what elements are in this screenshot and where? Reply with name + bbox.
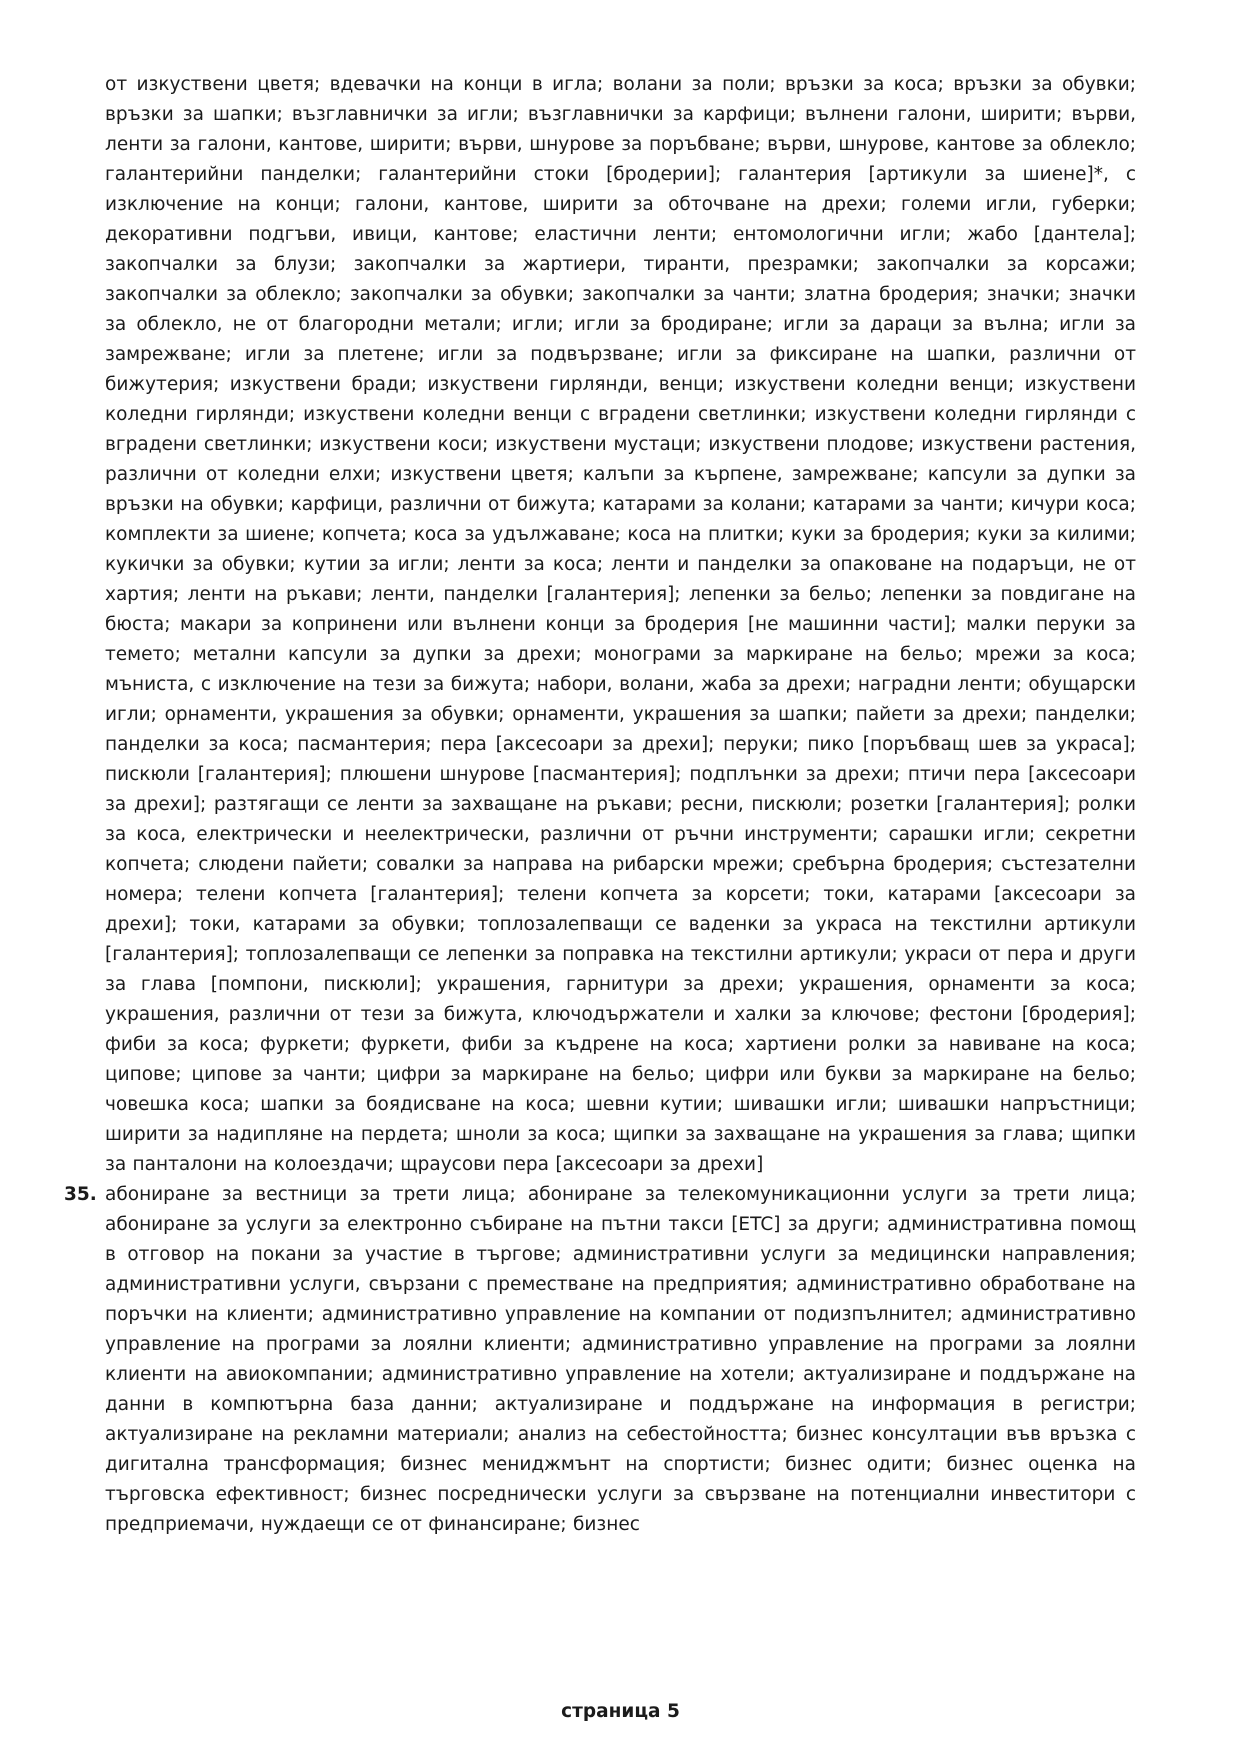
page-footer <box>105 1699 1136 1725</box>
list-item-35 <box>64 1180 1136 1540</box>
goods-list-continuation: от изкуствени цветя; вдевачки на конци в игла; волани за поли; връзки за коса; връзки за обувки; връзки за шапки; възглавнички за игли; възглавнички за карфици; вълнени галони, ширити; върви, ленти за галони, кантове, ширити; върви, шнурове за поръбване; върви, шнурове, кантове за облекло; галантерийни панделки; галантерийни стоки [бродерии]; галантерия [артикули за шиене]*, с изключение на конци; галони, кантове, ширити за обточване на дрехи; големи игли, губерки; декоративни подгъви, ивици, кантове; еластични ленти; ентомологични игли; жабо [дантела]; закопчалки за блузи; закопчалки за жартиери, тиранти, презрамки; закопчалки за корсажи; закопчалки за облекло; закопчалки за обувки; закопчалки за чанти; златна бродерия; значки; значки за облекло, не от благородни метали; игли; игли за бродиране; игли за дараци за вълна; игли за замрежване; игли за плетене; игли за подвързване; игли за фиксиране на шапки, различни от бижутерия; изкуствени бради; изкуствени гирлянди, венци; изкуствени коледни венци; изкуствени коледни гирлянди; изкуствени коледни венци с вградени светлинки; изкуствени коледни гирлянди с вградени светлинки; изкуствени коси; изкуствени мустаци; изкуствени плодове; изкуствени растения, различни от коледни елхи; изкуствени цветя; калъпи за кърпене, замрежване; капсули за дупки за връзки на обувки; карфици, различни от бижута; катарами за колани; катарами за чанти; кичури коса; комплекти за шиене; копчета; коса за удължаване; коса на плитки; куки за бродерия; куки за килими; кукички за обувки; кутии за игли; ленти за коса; ленти и панделки за опаковане на подаръци, не от хартия; ленти на ръкави; ленти, панделки [галантерия]; лепенки за бельо; лепенки за повдигане на бюста; макари за копринени или вълнени конци за бродерия [не машинни части]; малки перуки за темето; метални капсули за дупки за дрехи; монограми за маркиране на бельо; мрежи за коса; мъниста, с изключение на тези за бижута; набори, волани, жаба за дрехи; наградни ленти; обущарски игли; орнаменти, украшения за обувки; орнаменти, украшения за шапки; пайети за дрехи; панделки; панделки за коса; пасмантерия; пера [аксесоари за дрехи]; перуки; пико [поръбващ шев за украса]; пискюли [галантерия]; плюшени шнурове [пасмантерия]; подплънки за дрехи; птичи пера [аксесоари за дрехи]; разтягащи се ленти за захващане на ръкави; ресни, пискюли; розетки [галантерия]; ролки за коса, електрически и неелектрически, различни от ръчни инструменти; сарашки игли; секретни копчета; слюдени пайети; совалки за направа на рибарски мрежи; сребърна бродерия; състезателни номера; телени копчета [галантерия]; телени копчета за корсети; токи, катарами [аксесоари за дрехи]; токи, катарами за обувки; топлозалепващи се ваденки за украса на текстилни артикули [галантерия]; топлозалепващи се лепенки за поправка на текстилни артикули; украси от пера и други за глава [помпони, пискюли]; украшения, гарнитури за дрехи; украшения, орнаменти за коса; украшения, различни от тези за бижута, ключодържатели и халки за ключове; фестони [бродерия]; фиби за коса; фуркети; фуркети, фиби за къдрене на коса; хартиени ролки за навиване на коса; ципове; ципове за чанти; цифри за маркиране на бельо; цифри или букви за маркиране на бельо; човешка коса; шапки за боядисване на коса; шевни кутии; шивашки игли; шивашки напръстници; ширити за надипляне на пердета; шноли за коса; щипки за захващане на украшения за глава; щипки за панталони на колоездачи; щраусови пера [аксесоари за дрехи] <box>105 74 1136 1175</box>
page-content <box>64 70 1136 1540</box>
services-list-class-35: абониране за вестници за трети лица; абониране за телекомуникационни услуги за трети лица; абониране за услуги за електронно събиране на пътни такси [ETC] за други; административна помощ в отговор на покани за участие в търгове; административни услуги за медицински направления; административни услуги, свързани с преместване на предприятия; административно обработване на поръчки на клиенти; административно управление на компании от подизпълнител; административно управление на програми за лоялни клиенти; административно управление на програми за лоялни клиенти на авиокомпании; административно управление на хотели; актуализиране и поддържане на данни в компютърна база данни; актуализиране и поддържане на информация в регистри; актуализиране на рекламни материали; анализ на себестойността; бизнес консултации във връзка с дигитална трансформация; бизнес мениджмънт на спортисти; бизнес одити; бизнес оценка на търговска ефективност; бизнес посреднически услуги за свързване на потенциални инвеститори с предприемачи, нуждаещи се от финансиране; бизнес <box>105 1184 1136 1535</box>
item-35-number: 35. <box>64 1184 97 1205</box>
page-number-label: страница 5 <box>561 1701 680 1722</box>
